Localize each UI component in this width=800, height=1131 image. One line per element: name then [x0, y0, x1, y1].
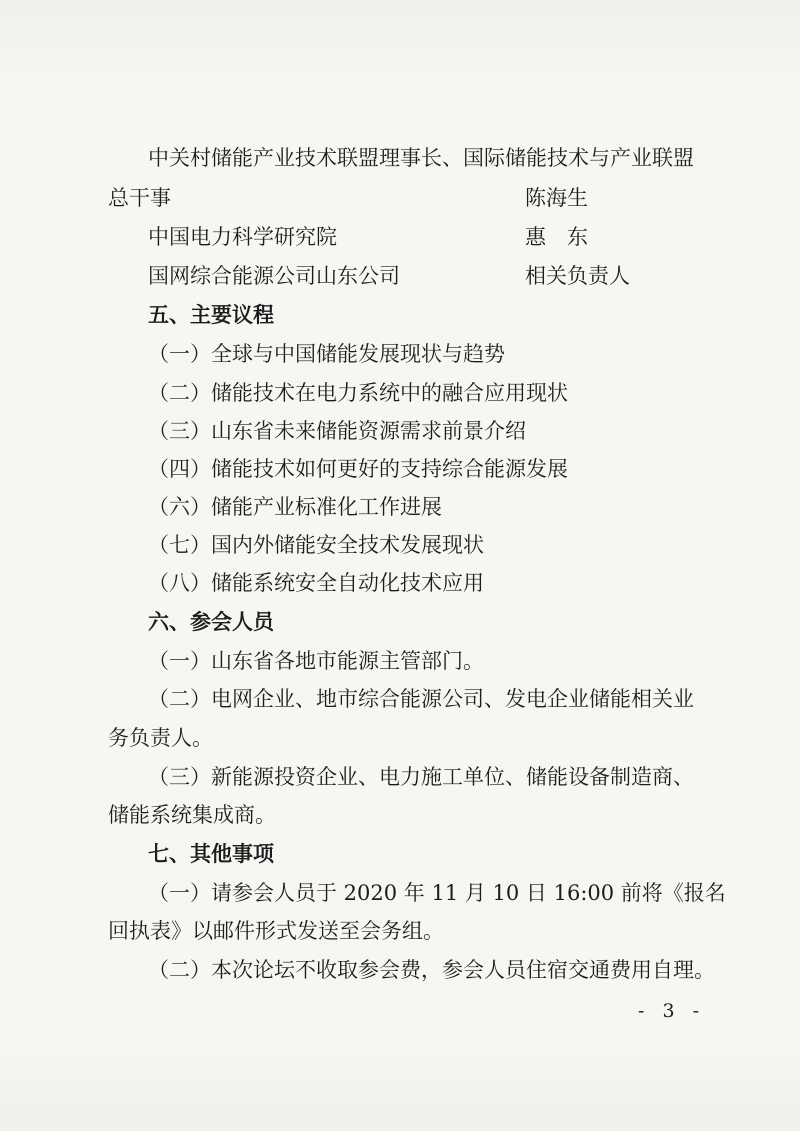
agenda-item: （八）储能系统安全自动化技术应用 [148, 571, 484, 595]
other-item: （二）本次论坛不收取参会费，参会人员住宿交通费用自理。 [148, 958, 715, 982]
other-item-cont: 回执表》以邮件形式发送至会务组。 [108, 919, 444, 943]
agenda-item: （四）储能技术如何更好的支持综合能源发展 [148, 457, 568, 481]
organizer-line-3: 中国电力科学研究院 [148, 225, 337, 249]
attendee-item: （一）山东省各地市能源主管部门。 [148, 649, 484, 673]
agenda-item: （一）全球与中国储能发展现状与趋势 [148, 342, 505, 366]
attendee-item: （三）新能源投资企业、电力施工单位、储能设备制造商、 [148, 765, 694, 789]
organizer-person-3: 惠 东 [525, 225, 588, 249]
agenda-item: （六）储能产业标准化工作进展 [148, 495, 442, 519]
organizer-line-4: 国网综合能源公司山东公司 [148, 264, 400, 288]
section-heading-attendees: 六、参会人员 [148, 610, 274, 634]
page-number: - 3 - [638, 1000, 706, 1022]
agenda-item: （三）山东省未来储能资源需求前景介绍 [148, 419, 526, 443]
organizer-person-2: 陈海生 [525, 186, 588, 210]
agenda-item: （七）国内外储能安全技术发展现状 [148, 533, 484, 557]
organizer-person-4: 相关负责人 [525, 264, 630, 288]
attendee-item-cont: 务负责人。 [108, 726, 213, 750]
organizer-line-1: 中关村储能产业技术联盟理事长、国际储能技术与产业联盟 [148, 146, 694, 170]
attendee-item-cont: 储能系统集成商。 [108, 803, 276, 827]
agenda-item: （二）储能技术在电力系统中的融合应用现状 [148, 381, 568, 405]
section-heading-other: 七、其他事项 [148, 842, 274, 866]
organizer-line-2: 总干事 [108, 186, 171, 210]
attendee-item: （二）电网企业、地市综合能源公司、发电企业储能相关业 [148, 687, 694, 711]
section-heading-agenda: 五、主要议程 [148, 303, 274, 327]
other-item: （一）请参会人员于 2020 年 11 月 10 日 16:00 前将《报名 [148, 881, 726, 905]
